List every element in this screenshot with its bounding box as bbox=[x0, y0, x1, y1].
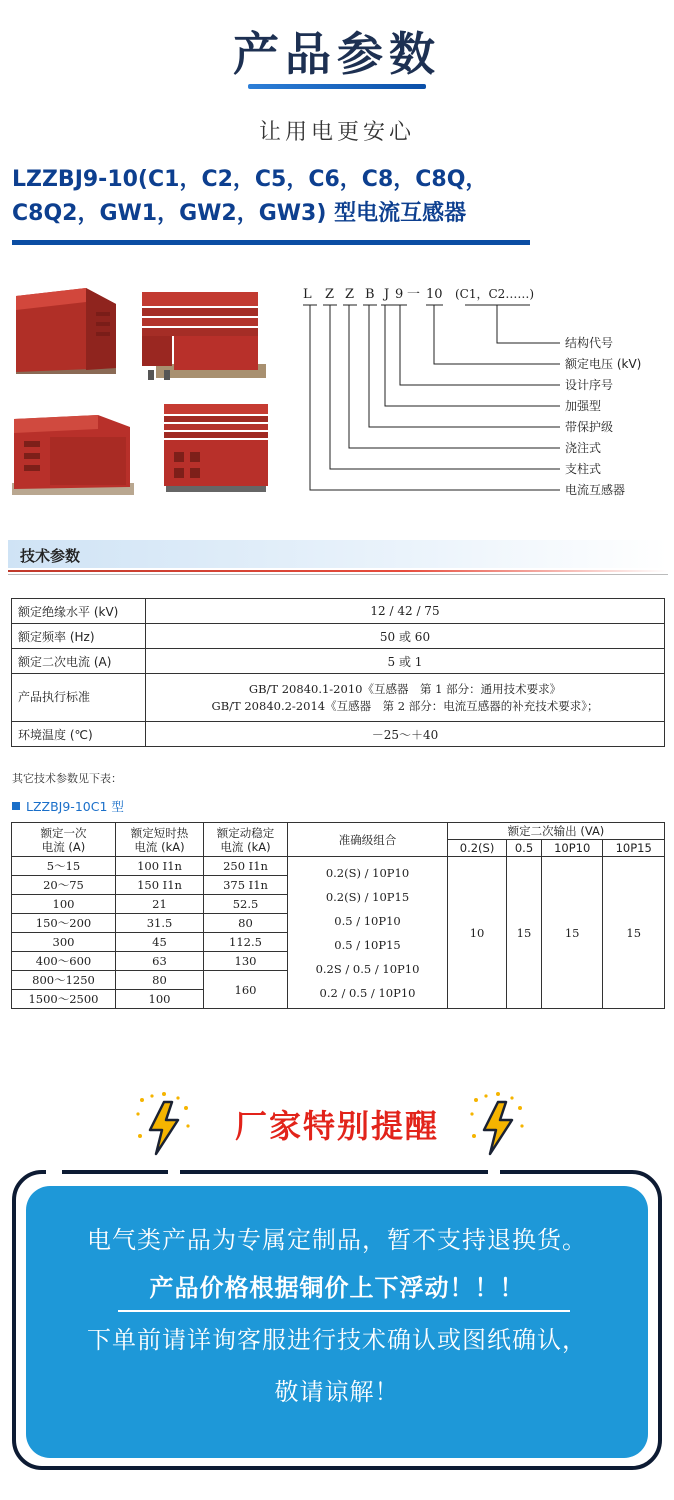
reminder-line-2: 产品价格根据铜价上下浮动！！！ bbox=[149, 1274, 525, 1302]
code-label-ct: 电流互感器 bbox=[565, 483, 626, 497]
cell-dynamic: 112.5 bbox=[204, 933, 288, 952]
cell-thermal: 45 bbox=[116, 933, 204, 952]
cell-out-05: 15 bbox=[507, 857, 542, 1009]
cell-current: 400～600 bbox=[12, 952, 116, 971]
cell-current: 1500～2500 bbox=[12, 990, 116, 1009]
code-label-protection: 带保护级 bbox=[565, 420, 614, 434]
model-code-diagram bbox=[295, 280, 670, 505]
standard-line-2: GB/T 20840.2-2014《互感器 第 2 部分：电流互感器的补充技术要求》； bbox=[211, 698, 599, 713]
sub-model-heading bbox=[12, 797, 124, 815]
product-photo-4 bbox=[160, 400, 272, 495]
cell-thermal: 31.5 bbox=[116, 914, 204, 933]
header-output: 额定二次输出 (VA) bbox=[448, 823, 665, 840]
tech-param-divider bbox=[8, 570, 668, 572]
product-photo-3 bbox=[10, 405, 138, 500]
code-label-design: 设计序号 bbox=[565, 378, 614, 392]
header-out-05: 0.5 bbox=[507, 840, 542, 857]
header-out-10p15: 10P15 bbox=[603, 840, 665, 857]
other-params-note: 其它技术参数见下表： bbox=[12, 772, 122, 785]
cell-thermal: 100 I1n bbox=[116, 857, 204, 876]
frame-gap bbox=[168, 1164, 180, 1176]
table-header-row bbox=[12, 823, 665, 840]
cell-dynamic: 250 I1n bbox=[204, 857, 288, 876]
code-letter-z1: Z bbox=[325, 287, 335, 302]
tech-param-heading: 技术参数 bbox=[20, 547, 81, 565]
cell-thermal: 21 bbox=[116, 895, 204, 914]
reminder-separator bbox=[118, 1310, 570, 1312]
param-key: 环境温度 (℃) bbox=[12, 722, 146, 747]
table-row bbox=[12, 674, 665, 722]
tech-param-band bbox=[8, 540, 668, 568]
cell-dynamic: 375 I1n bbox=[204, 876, 288, 895]
product-photo-1 bbox=[12, 282, 124, 382]
sub-model-label: LZZBJ9-10C1 型 bbox=[26, 799, 124, 814]
table-row bbox=[12, 649, 665, 674]
cell-current: 100 bbox=[12, 895, 116, 914]
table-row bbox=[12, 624, 665, 649]
header-current: 额定一次 电流 (A) bbox=[12, 823, 116, 857]
code-label-voltage: 额定电压 (kV) bbox=[565, 357, 642, 371]
table-row bbox=[12, 722, 665, 747]
spec-table bbox=[11, 822, 665, 1009]
code-voltage: 10 bbox=[426, 287, 443, 302]
cell-out-02s: 10 bbox=[448, 857, 507, 1009]
cell-dynamic: 80 bbox=[204, 914, 288, 933]
cell-current: 150～200 bbox=[12, 914, 116, 933]
page-title: 产品参数 bbox=[233, 27, 441, 81]
cell-thermal: 150 I1n bbox=[116, 876, 204, 895]
code-letter-j: J bbox=[384, 287, 390, 302]
model-title-line1: LZZBJ9-10(C1，C2，C5，C6，C8，C8Q， bbox=[12, 167, 488, 192]
param-value bbox=[146, 674, 665, 722]
code-letter-9: 9 bbox=[395, 287, 404, 302]
cell-out-10p15: 15 bbox=[603, 857, 665, 1009]
table-row bbox=[12, 599, 665, 624]
frame-gap bbox=[488, 1164, 500, 1176]
cell-current: 300 bbox=[12, 933, 116, 952]
cell-thermal: 100 bbox=[116, 990, 204, 1009]
code-struct: (C1，C2……) bbox=[455, 287, 534, 301]
tech-param-table bbox=[11, 598, 665, 747]
product-photo-2 bbox=[138, 282, 268, 392]
param-key: 产品执行标准 bbox=[12, 674, 146, 722]
param-key: 额定绝缘水平 (kV) bbox=[12, 599, 146, 624]
param-key: 额定二次电流 (A) bbox=[12, 649, 146, 674]
model-title bbox=[12, 163, 552, 231]
code-letter-b: B bbox=[365, 287, 375, 302]
param-value: 5 或 1 bbox=[146, 649, 665, 674]
code-label-cast: 浇注式 bbox=[565, 441, 602, 455]
code-letter-z2: Z bbox=[345, 287, 355, 302]
reminder-line-4: 敬请谅解！ bbox=[274, 1378, 400, 1406]
param-value: －25～＋40 bbox=[146, 722, 665, 747]
frame-gap bbox=[46, 1164, 62, 1176]
header-accuracy: 准确级组合 bbox=[288, 823, 448, 857]
cell-dynamic: 130 bbox=[204, 952, 288, 971]
header-dynamic: 额定动稳定 电流 (kA) bbox=[204, 823, 288, 857]
header-out-10p10: 10P10 bbox=[541, 840, 603, 857]
model-title-line2: C8Q2，GW1，GW2，GW3) 型电流互感器 bbox=[12, 201, 467, 226]
cell-thermal: 80 bbox=[116, 971, 204, 990]
reminder-line-3: 下单前请详询客服进行技术确认或图纸确认， bbox=[87, 1326, 587, 1354]
square-bullet-icon bbox=[12, 802, 20, 810]
title-underline bbox=[248, 84, 426, 89]
code-label-pillar: 支柱式 bbox=[565, 462, 602, 476]
code-dash: 一 bbox=[407, 287, 421, 302]
page-subtitle: 让用电更安心 bbox=[258, 120, 415, 145]
cell-accuracy: 0.2(S) / 10P10 0.2(S) / 10P15 0.5 / 10P10 0.5 / 10P15 0.2S / 0.5 / 10P10 0.2 / 0.5 / 10P10 bbox=[288, 857, 448, 1009]
cell-dynamic: 160 bbox=[204, 971, 288, 1009]
param-value: 50 或 60 bbox=[146, 624, 665, 649]
cell-current: 20～75 bbox=[12, 876, 116, 895]
cell-dynamic: 52.5 bbox=[204, 895, 288, 914]
param-key: 额定频率 (Hz) bbox=[12, 624, 146, 649]
reminder-line-1: 电气类产品为专属定制品，暂不支持退换货。 bbox=[87, 1226, 587, 1254]
reminder-title: 厂家特别提醒 bbox=[234, 1107, 439, 1145]
tech-param-divider-thin bbox=[8, 574, 668, 575]
cell-current: 5～15 bbox=[12, 857, 116, 876]
cell-current: 800～1250 bbox=[12, 971, 116, 990]
param-value: 12 / 42 / 75 bbox=[146, 599, 665, 624]
code-label-structure: 结构代号 bbox=[565, 336, 614, 350]
lightning-right-icon bbox=[468, 1092, 528, 1162]
cell-thermal: 63 bbox=[116, 952, 204, 971]
model-title-underline bbox=[12, 240, 530, 245]
cell-out-10p10: 15 bbox=[541, 857, 603, 1009]
standard-line-1: GB/T 20840.1-2010《互感器 第 1 部分：通用技术要求》 bbox=[248, 681, 562, 696]
header-out-02s: 0.2(S) bbox=[448, 840, 507, 857]
code-label-reinforced: 加强型 bbox=[565, 399, 602, 413]
table-row bbox=[12, 857, 665, 876]
code-letter-l: L bbox=[303, 287, 312, 302]
header-thermal: 额定短时热 电流 (kA) bbox=[116, 823, 204, 857]
